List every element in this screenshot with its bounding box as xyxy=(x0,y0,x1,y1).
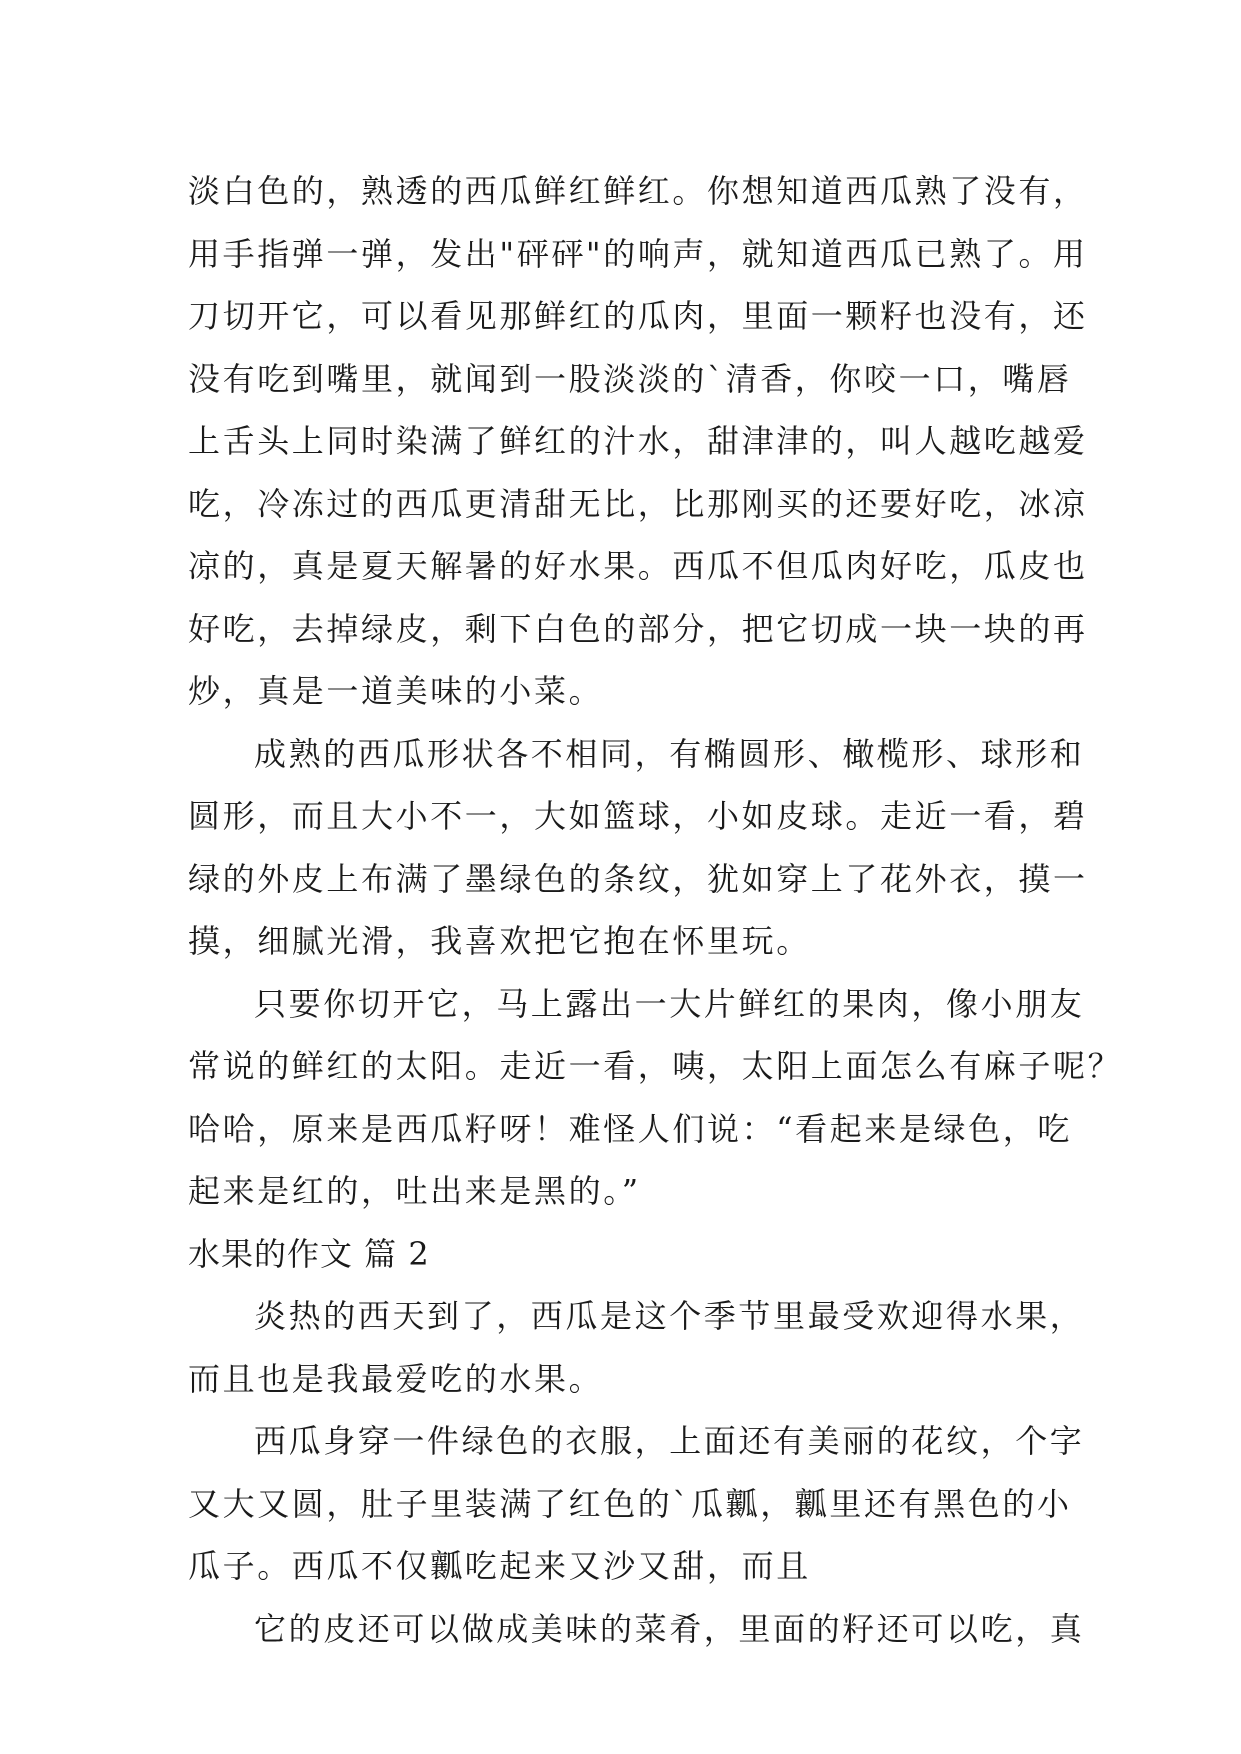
body-text xyxy=(188,160,1123,1660)
paragraph-start-line: 只要你切开它，马上露出一大片鲜红的果肉，像小朋友 xyxy=(254,984,1085,1023)
text-line: 圆形，而且大小不一，大如篮球，小如皮球。走近一看，碧 xyxy=(188,797,1088,835)
text-line: 起来是红的，吐出来是黑的。” xyxy=(188,1172,641,1210)
section-heading: 水果的作文 篇 2 xyxy=(188,1234,430,1273)
paragraph-start-line: 成熟的西瓜形状各不相同，有椭圆形、橄榄形、球形和 xyxy=(254,734,1085,773)
text-line: 刀切开它，可以看见那鲜红的瓜肉，里面一颗籽也没有，还 xyxy=(188,297,1088,335)
text-line: 常说的鲜红的太阳。走近一看，咦，太阳上面怎么有麻子呢？ xyxy=(188,1047,1123,1085)
text-line: 炒，真是一道美味的小菜。 xyxy=(188,672,604,710)
text-line: 瓜子。西瓜不仅瓤吃起来又沙又甜，而且 xyxy=(188,1547,811,1585)
text-line: 上舌头上同时染满了鲜红的汁水，甜津津的，叫人越吃越爱 xyxy=(188,422,1088,460)
text-line: 又大又圆，肚子里装满了红色的`瓜瓤，瓤里还有黑色的小 xyxy=(188,1484,1072,1523)
text-line: 用手指弹一弹，发出"砰砰"的响声，就知道西瓜已熟了。用 xyxy=(188,234,1088,273)
text-line: 凉的，真是夏天解暑的好水果。西瓜不但瓜肉好吃，瓜皮也 xyxy=(188,547,1088,585)
paragraph-start-line: 西瓜身穿一件绿色的衣服，上面还有美丽的花纹，个字 xyxy=(254,1422,1085,1460)
text-line: 吃，冷冻过的西瓜更清甜无比，比那刚买的还要好吃，冰凉 xyxy=(188,484,1088,523)
text-line: 没有吃到嘴里，就闻到一股淡淡的`清香，你咬一口，嘴唇 xyxy=(188,359,1072,398)
text-line: 淡白色的，熟透的西瓜鲜红鲜红。你想知道西瓜熟了没有， xyxy=(188,172,1088,210)
text-line: 好吃，去掉绿皮，剩下白色的部分，把它切成一块一块的再 xyxy=(188,609,1088,648)
text-line: 而且也是我最爱吃的水果。 xyxy=(188,1359,604,1398)
text-line: 绿的外皮上布满了墨绿色的条纹，犹如穿上了花外衣，摸一 xyxy=(188,859,1088,898)
paragraph-start-line: 它的皮还可以做成美味的菜肴，里面的籽还可以吃，真 xyxy=(254,1609,1085,1648)
text-line: 哈哈，原来是西瓜籽呀！难怪人们说：“看起来是绿色，吃 xyxy=(188,1109,1072,1148)
text-line: 摸，细腻光滑，我喜欢把它抱在怀里玩。 xyxy=(188,922,811,960)
paragraph-start-line: 炎热的西天到了，西瓜是这个季节里最受欢迎得水果， xyxy=(254,1297,1085,1335)
